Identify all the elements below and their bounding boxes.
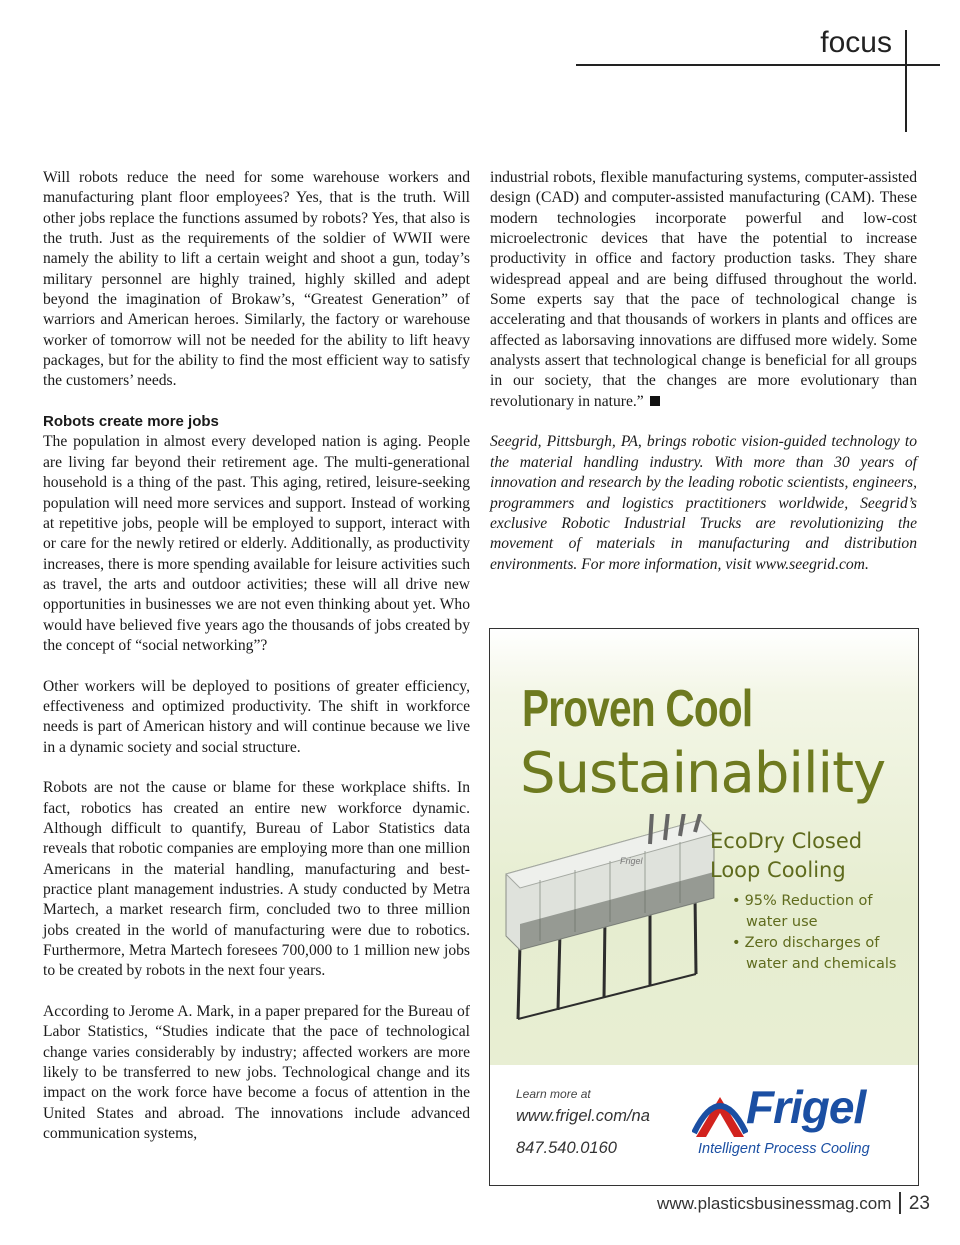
section-label: focus: [820, 26, 892, 59]
ad-product-name: [710, 827, 862, 885]
footer-divider: [899, 1192, 901, 1214]
header-rule-horizontal: [576, 64, 940, 66]
benefit-item: • Zero discharges of water and chemicals: [732, 933, 897, 975]
footer-website[interactable]: www.plasticsbusinessmag.com: [657, 1194, 892, 1213]
product-line: Loop Cooling: [710, 858, 846, 882]
author-bio: Seegrid, Pittsburgh, PA, brings robotic vision-guided technology to the material handling industry. With more than 30 years of innovation and research by the leading robotic scientists, engineers, programmers and logistics practitioners worldwide, Seegrid’s exclusive Robotic Industrial Trucks are revolutionizing the movement of materials in manufacturing and distribution environments. For more information, visit www.seegrid.com.: [490, 433, 917, 573]
subheading: Robots create more jobs: [43, 413, 219, 431]
learn-more-label: Learn more at: [516, 1087, 591, 1101]
frigel-advertisement[interactable]: [489, 628, 919, 1186]
left-column: [43, 168, 470, 1145]
page-footer: [657, 1192, 930, 1216]
cooling-unit-illustration: [500, 814, 720, 1029]
end-of-article-mark: [650, 396, 660, 406]
page-number: 23: [908, 1193, 930, 1214]
frigel-logo-icon: [692, 1087, 748, 1139]
paragraph: Will robots reduce the need for some warehouse workers and manufacturing plant floor employees? Yes, that is the truth. Will other jobs replace the functions assumed by robots? Yes, that also is the truth. Just as the requirements of the soldier of WWII were namely the ability to lift a certain weight and shoot a gun, today’s military personnel are highly trained, highly skilled and adept beyond the imagination of Brokaw’s, “Greatest Generation” of warriors and American heroes. Similarly, the factory or warehouse worker of tomorrow will not be needed for the ability to lift heavy packages, but for the ability to find the most efficient way to satisfy the customers’ needs.: [43, 169, 470, 390]
paragraph: Other workers will be deployed to positions of greater efficiency, effectiveness and optimized productivity. The shift in workforce needs is part of American history and will continue because we live in a dynamic society and social structure.: [43, 677, 470, 756]
header-rule-vertical: [905, 30, 907, 132]
product-line: EcoDry Closed: [710, 829, 863, 853]
paragraph-text: industrial robots, flexible manufacturing systems, computer-assisted design (CAD) and computer-assisted manufacturing (CAM). These modern technologies incorporate powerful and low-cost microelectronic devices that have the potential to increase productivity in office and factory production tasks. They share widespread appeal and are being diffused throughout the world. Some experts say that the pace of technological change is accelerating and that thousands of workers in plants and offices are affected as laborsaving innovations are diffused more widely. Some analysts assert that technological change is beneficial for all groups in our society, that the changes are more evolutionary than revolutionary in nature.”: [490, 169, 917, 410]
paragraph: The population in almost every developed nation is aging. People are living far beyond their retirement age. The multi-generational household is a thing of the past. This aging, retired, leisure-seeking population will need more services and support. Instead of working at repetitive jobs, people will be employed to support, interact with or care for the newly retired or elderly. Additionally, as productivity increases, there is more spending available for leisure activities such as travel, the arts and outdoor activities; these will all drive new opportunities in businesses we are not even thinking about yet. Who would have believed five years ago the thousands of jobs created by the concept of “social networking”?: [43, 433, 470, 654]
ad-headline-sustainability: Sustainability: [520, 741, 886, 806]
benefit-item: • 95% Reduction of water use: [732, 891, 897, 933]
frigel-website-link[interactable]: www.frigel.com/na: [516, 1107, 650, 1125]
ad-headline-proven-cool: Proven Cool: [522, 680, 753, 738]
ad-benefits-list: [732, 891, 897, 975]
paragraph: Robots are not the cause or blame for these workplace shifts. In fact, robotics has created an entire new workforce dynamic. Although difficult to quantify, Bureau of Labor Statistics data reveals that robotic companies are employing more than one million Americans in the material handling, manufacturing and best-practice plant management industries. A study conducted by Metra Martech, a market research firm, concluded two to three million jobs created in the world of manufacturing were due to robotics. Furthermore, Metra Martech foresees 700,000 to 1 million new jobs to be created by robots in the next four years.: [43, 779, 470, 980]
frigel-tagline: Intelligent Process Cooling: [698, 1141, 870, 1157]
frigel-phone[interactable]: 847.540.0160: [516, 1139, 617, 1157]
paragraph: According to Jerome A. Mark, in a paper prepared for the Bureau of Labor Statistics, “Studies indicate that the pace of technological change varies considerably by industry; affected workers are more likely to be transferred to new jobs. Technological change and its impact on the work force have become a focus of attention in the United States and abroad. The innovations include advanced communication systems,: [43, 1003, 470, 1143]
paragraph: [490, 168, 917, 412]
frigel-logo-wordmark: Frigel: [746, 1081, 866, 1133]
unit-brand-label: Frigel: [620, 856, 643, 866]
right-column: [490, 168, 917, 595]
